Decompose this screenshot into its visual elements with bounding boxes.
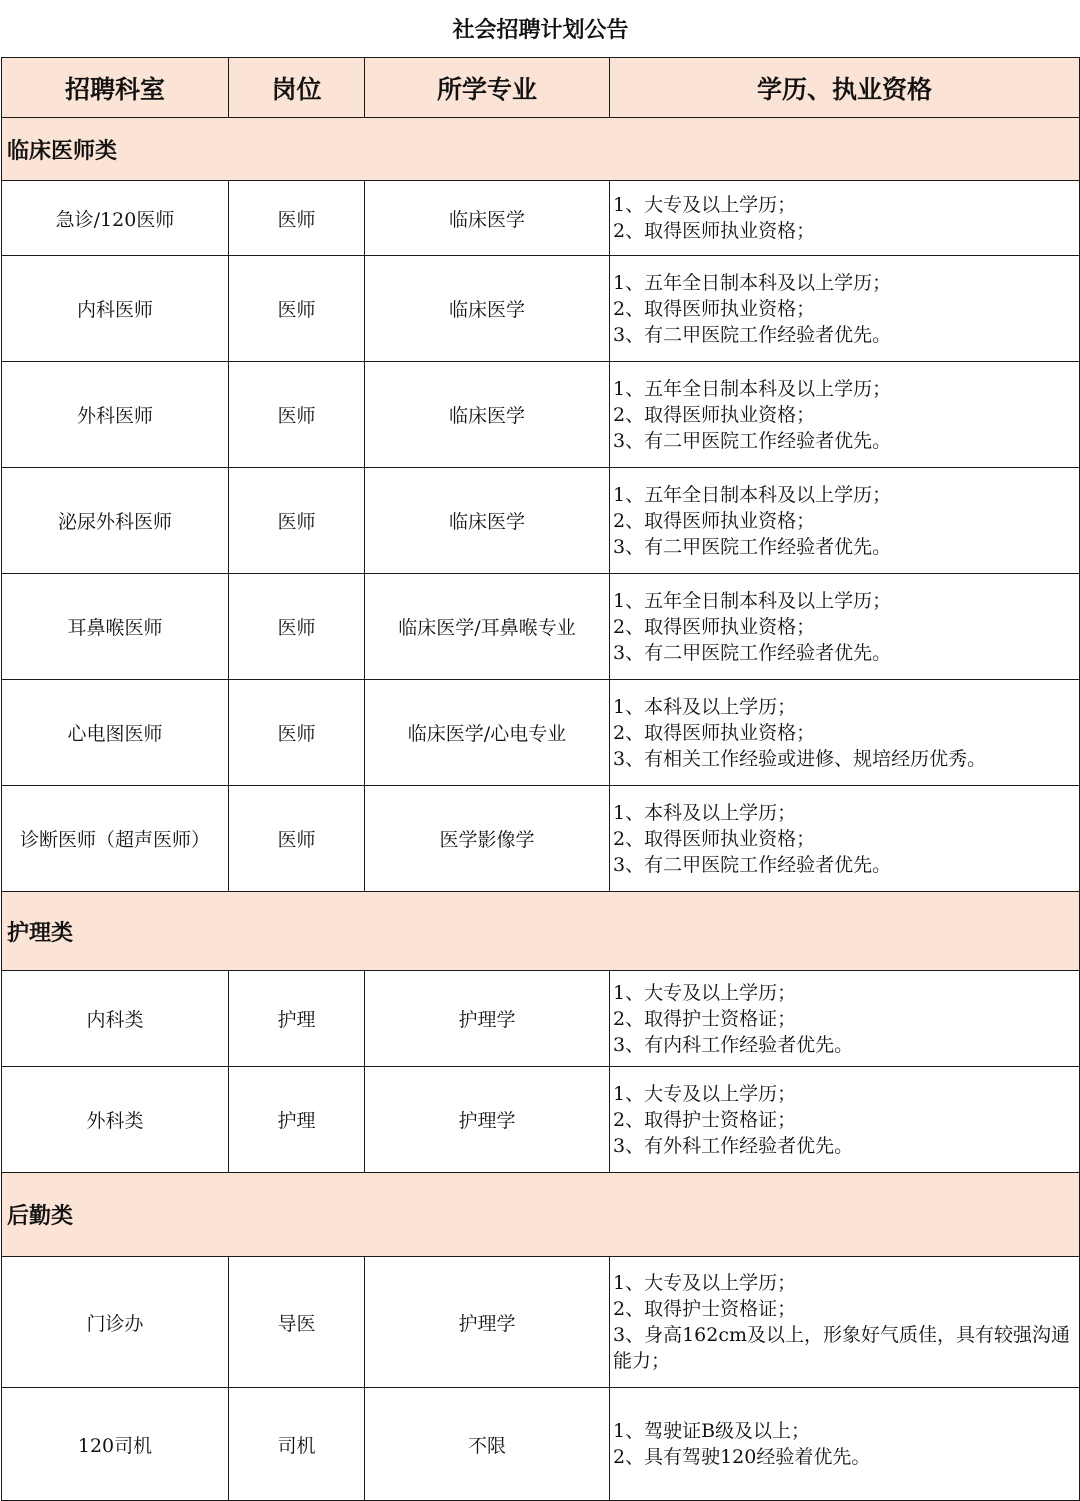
dept-cell: 诊断医师（超声医师）: [2, 786, 229, 892]
requirement-line: 2、取得护士资格证；: [613, 1298, 797, 1320]
dept-cell: 外科医师: [2, 362, 229, 468]
major-cell: 临床医学: [365, 181, 610, 256]
post-cell: 护理: [229, 971, 365, 1067]
recruitment-table: [1, 0, 1080, 1501]
section-title: 后勤类: [2, 1173, 1080, 1257]
requirement-line: 1、大专及以上学历；: [613, 194, 797, 216]
requirements-cell: [610, 1388, 1080, 1501]
requirement-line: 1、五年全日制本科及以上学历；: [613, 377, 892, 400]
major-cell: 护理学: [365, 1257, 610, 1388]
dept-cell: 泌尿外科医师: [2, 468, 229, 574]
post-cell: 医师: [229, 680, 365, 786]
table-row: [2, 256, 1080, 362]
requirements-cell: [610, 468, 1080, 574]
requirements-cell: [610, 1257, 1080, 1388]
section-title: 护理类: [2, 892, 1080, 971]
table-row: [2, 574, 1080, 680]
dept-cell: 急诊/120医师: [2, 181, 229, 256]
requirement-line: 3、有相关工作经验或进修、规培经历优秀。: [613, 747, 987, 770]
table-row: [2, 680, 1080, 786]
page-title: 社会招聘计划公告: [2, 0, 1080, 58]
dept-cell: 内科类: [2, 971, 229, 1067]
major-cell: 临床医学/心电专业: [365, 680, 610, 786]
table-row: [2, 468, 1080, 574]
requirement-line: 1、五年全日制本科及以上学历；: [613, 589, 892, 612]
post-cell: 司机: [229, 1388, 365, 1501]
requirement-line: 3、有二甲医院工作经验者优先。: [613, 641, 892, 664]
requirement-line: 1、本科及以上学历；: [613, 695, 797, 718]
requirement-line: 1、大专及以上学历；: [613, 1082, 797, 1105]
requirement-line: 2、取得医师执业资格；: [613, 721, 816, 744]
table-row: [2, 786, 1080, 892]
section-row: [2, 1173, 1080, 1257]
major-cell: 临床医学: [365, 362, 610, 468]
post-cell: 医师: [229, 256, 365, 362]
requirement-line: 3、有二甲医院工作经验者优先。: [613, 535, 892, 558]
requirement-line: 2、具有驾驶120经验着优先。: [613, 1446, 871, 1468]
header-post: 岗位: [229, 58, 365, 118]
table-row: [2, 362, 1080, 468]
requirements-cell: [610, 181, 1080, 256]
major-cell: 医学影像学: [365, 786, 610, 892]
post-cell: 医师: [229, 574, 365, 680]
post-cell: 医师: [229, 181, 365, 256]
major-cell: 护理学: [365, 971, 610, 1067]
requirements-cell: [610, 971, 1080, 1067]
dept-cell: 耳鼻喉医师: [2, 574, 229, 680]
section-title: 临床医师类: [2, 118, 1080, 181]
table-row: [2, 1067, 1080, 1173]
requirement-line: 3、有二甲医院工作经验者优先。: [613, 853, 892, 876]
requirement-line: 1、大专及以上学历；: [613, 981, 797, 1004]
requirement-line: 2、取得医师执业资格；: [613, 827, 816, 850]
requirements-cell: [610, 256, 1080, 362]
table-row: [2, 971, 1080, 1067]
header-dept: 招聘科室: [2, 58, 229, 118]
major-cell: 临床医学: [365, 256, 610, 362]
header-qualification: 学历、执业资格: [610, 58, 1080, 118]
requirement-line: 2、取得医师执业资格；: [613, 297, 816, 320]
requirements-cell: [610, 786, 1080, 892]
requirement-line: 3、身高162cm及以上，形象好气质佳，具有较强沟通能力；: [613, 1324, 1071, 1372]
table-row: [2, 1388, 1080, 1501]
requirements-cell: [610, 362, 1080, 468]
requirement-line: 2、取得医师执业资格；: [613, 615, 816, 638]
table-row: [2, 1257, 1080, 1388]
post-cell: 医师: [229, 362, 365, 468]
requirements-cell: [610, 1067, 1080, 1173]
section-row: [2, 118, 1080, 181]
requirement-line: 2、取得医师执业资格；: [613, 220, 816, 242]
table-row: [2, 181, 1080, 256]
requirement-line: 2、取得护士资格证；: [613, 1007, 797, 1030]
post-cell: 医师: [229, 786, 365, 892]
major-cell: 不限: [365, 1388, 610, 1501]
post-cell: 护理: [229, 1067, 365, 1173]
post-cell: 导医: [229, 1257, 365, 1388]
requirement-line: 1、大专及以上学历；: [613, 1272, 797, 1294]
requirement-line: 2、取得医师执业资格；: [613, 509, 816, 532]
requirement-line: 3、有二甲医院工作经验者优先。: [613, 429, 892, 452]
requirement-line: 2、取得护士资格证；: [613, 1108, 797, 1131]
requirement-line: 3、有内科工作经验者优先。: [613, 1033, 854, 1056]
dept-cell: 内科医师: [2, 256, 229, 362]
dept-cell: 门诊办: [2, 1257, 229, 1388]
dept-cell: 120司机: [2, 1388, 229, 1501]
dept-cell: 外科类: [2, 1067, 229, 1173]
dept-cell: 心电图医师: [2, 680, 229, 786]
requirement-line: 2、取得医师执业资格；: [613, 403, 816, 426]
requirement-line: 3、有外科工作经验者优先。: [613, 1134, 854, 1157]
header-row: [2, 58, 1080, 118]
requirement-line: 1、五年全日制本科及以上学历；: [613, 271, 892, 294]
requirement-line: 3、有二甲医院工作经验者优先。: [613, 323, 892, 346]
post-cell: 医师: [229, 468, 365, 574]
major-cell: 临床医学/耳鼻喉专业: [365, 574, 610, 680]
requirement-line: 1、驾驶证B级及以上；: [613, 1420, 811, 1442]
requirement-line: 1、五年全日制本科及以上学历；: [613, 483, 892, 506]
requirements-cell: [610, 574, 1080, 680]
section-row: [2, 892, 1080, 971]
major-cell: 临床医学: [365, 468, 610, 574]
major-cell: 护理学: [365, 1067, 610, 1173]
requirements-cell: [610, 680, 1080, 786]
header-major: 所学专业: [365, 58, 610, 118]
requirement-line: 1、本科及以上学历；: [613, 801, 797, 824]
